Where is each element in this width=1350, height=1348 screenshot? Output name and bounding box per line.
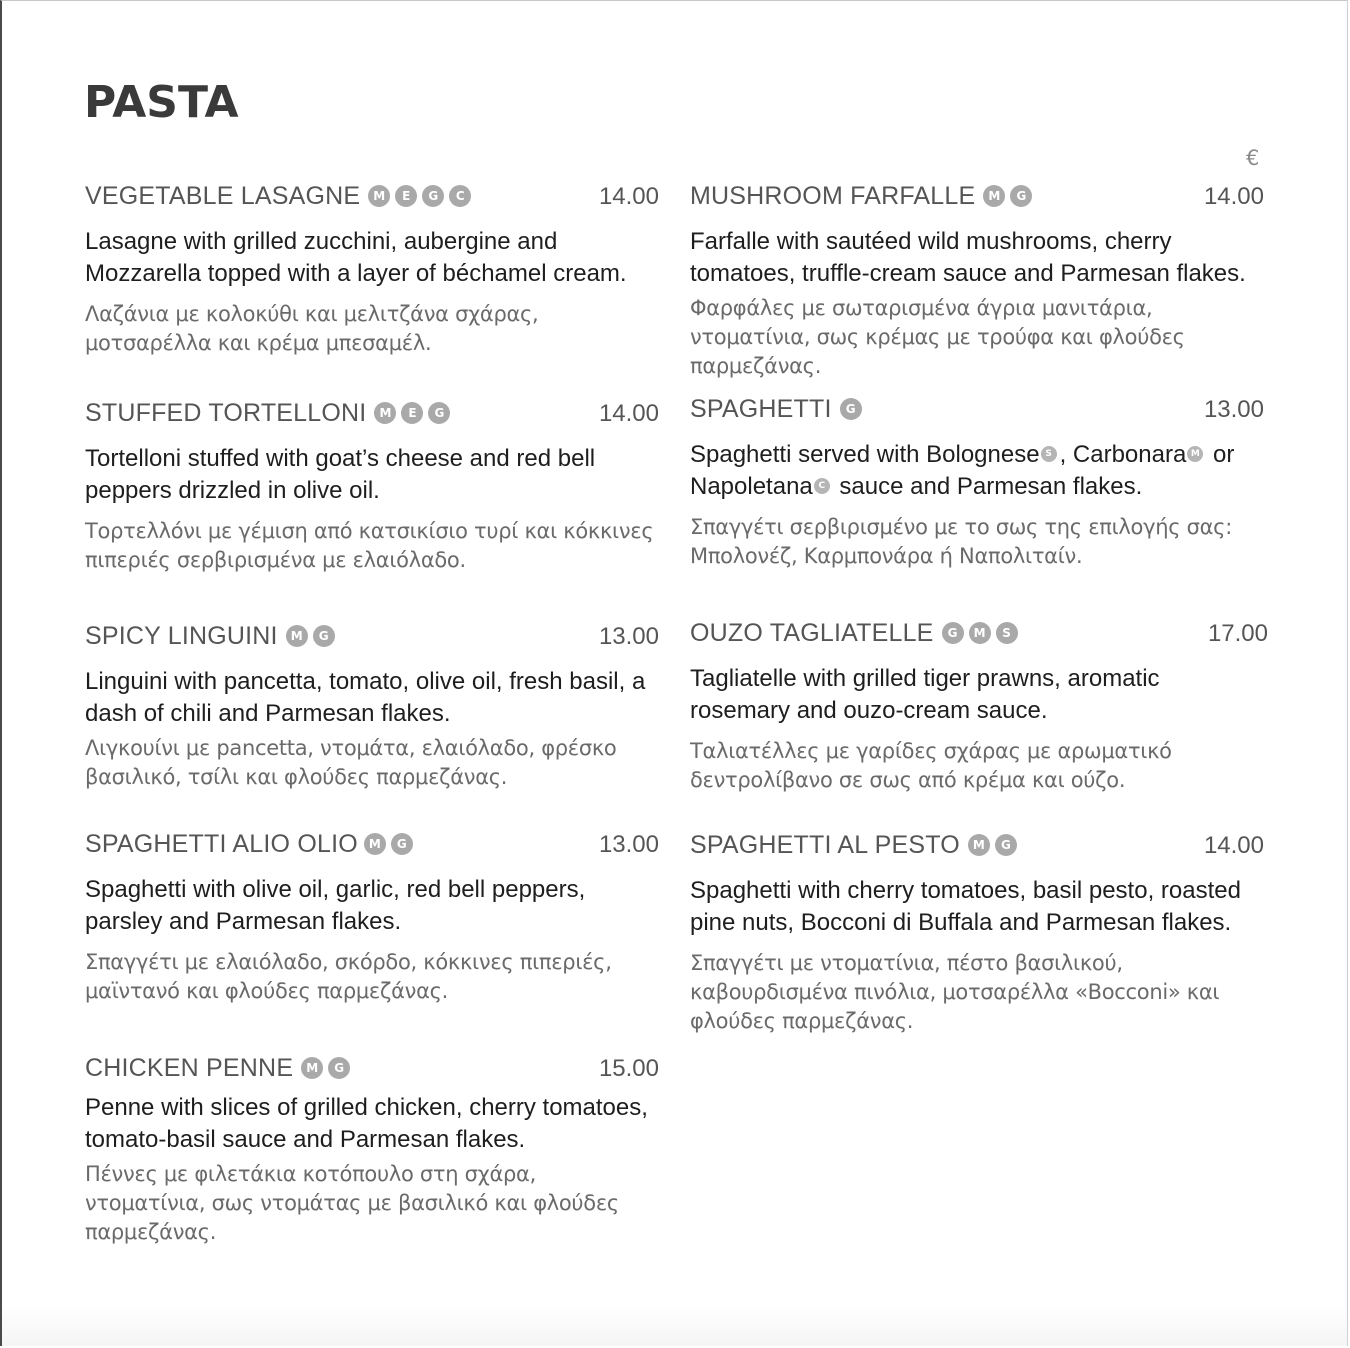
allergen-badges — [301, 1057, 355, 1079]
allergen-badge: M — [301, 1057, 323, 1079]
item-description-en: Farfalle with sautéed wild mushrooms, cherry tomatoes, truffle-cream sauce and Parmesan flakes. — [690, 228, 1246, 287]
item-name: SPAGHETTI — [690, 395, 832, 423]
allergen-badges — [374, 402, 455, 424]
item-header — [690, 182, 1264, 214]
item-description-gr: Σπαγγέτι με ντοματίνια, πέστο βασιλικού, καβουρδισμένα πινόλια, μοτσαρέλλα «Bocconi» και φλούδες παρμεζάνας. — [690, 951, 1220, 1033]
desc-text: , Carbonara — [1059, 441, 1187, 468]
item-name: VEGETABLE LASAGNE — [85, 182, 361, 210]
allergen-badge: M — [368, 185, 390, 207]
allergen-badge: M — [969, 622, 991, 644]
allergen-badge: M — [286, 625, 308, 647]
menu-item-spaghetti-alio-olio — [85, 830, 659, 1006]
allergen-badge: M — [968, 834, 990, 856]
item-description-en: Lasagne with grilled zucchini, aubergine and Mozzarella topped with a layer of béchamel cream. — [85, 228, 627, 287]
allergen-badges — [840, 398, 867, 420]
sauce-allergen-badge: C — [814, 478, 830, 494]
item-description-en: Tortelloni stuffed with goat’s cheese and red bell peppers drizzled in olive oil. — [85, 445, 596, 504]
item-name: OUZO TAGLIATELLE — [690, 619, 934, 647]
item-price: 14.00 — [598, 400, 659, 427]
item-description-en: Spaghetti with cherry tomatoes, basil pesto, roasted pine nuts, Bocconi di Buffala and Parmesan flakes. — [690, 877, 1241, 936]
item-price: 13.00 — [598, 831, 659, 858]
item-price: 14.00 — [1203, 832, 1264, 859]
menu-item-spaghetti-al-pesto — [690, 831, 1264, 1036]
allergen-badges — [364, 833, 418, 855]
allergen-badge: E — [401, 402, 423, 424]
allergen-badges — [968, 834, 1022, 856]
allergen-badge: G — [328, 1057, 350, 1079]
item-name: SPICY LINGUINI — [85, 622, 278, 650]
item-description-en: Tagliatelle with grilled tiger prawns, aromatic rosemary and ouzo-cream sauce. — [690, 665, 1160, 724]
item-header — [85, 399, 659, 431]
desc-text: or Napoletana — [690, 441, 1235, 500]
allergen-badge: G — [313, 625, 335, 647]
desc-text: sauce and Parmesan flakes. — [832, 473, 1143, 500]
allergen-badge: G — [995, 834, 1017, 856]
allergen-badges — [983, 185, 1037, 207]
item-name: STUFFED TORTELLONI — [85, 399, 367, 427]
item-name: SPAGHETTI AL PESTO — [690, 831, 960, 859]
item-description-gr: Λιγκουίνι με pancetta, ντομάτα, ελαιόλαδο, φρέσκο βασιλικό, τσίλι και φλούδες παρμεζάνας. — [85, 736, 617, 789]
item-description-en: Spaghetti with olive oil, garlic, red bell peppers, parsley and Parmesan flakes. — [85, 876, 586, 935]
item-description-gr: Πέννες με φιλετάκια κοτόπουλο στη σχάρα, ντοματίνια, σως ντομάτας με βασιλικό και φλούδες παρμεζάνας. — [85, 1162, 619, 1244]
menu-item-mushroom-farfalle — [690, 182, 1264, 381]
allergen-badge: E — [395, 185, 417, 207]
item-description-gr: Τορτελλόνι με γέμιση από κατσικίσιο τυρί και κόκκινες πιπεριές σερβιρισμένα με ελαιόλαδο. — [85, 519, 654, 572]
item-price: 15.00 — [598, 1055, 659, 1082]
item-price: 17.00 — [1207, 620, 1268, 647]
menu-item-ouzo-tagliatelle — [690, 619, 1268, 795]
allergen-badge: G — [1010, 185, 1032, 207]
item-price: 14.00 — [1203, 183, 1264, 210]
allergen-badge: M — [364, 833, 386, 855]
item-header — [690, 831, 1264, 863]
allergen-badge: G — [840, 398, 862, 420]
menu-item-stuffed-tortelloni — [85, 399, 659, 575]
item-header — [690, 395, 1264, 427]
item-header — [85, 830, 659, 862]
item-price: 13.00 — [1203, 396, 1264, 423]
item-price: 13.00 — [598, 623, 659, 650]
item-name: SPAGHETTI ALIO OLIO — [85, 830, 358, 858]
allergen-badge: M — [983, 185, 1005, 207]
item-description-gr: Σπαγγέτι σερβιρισμένο με το σως της επιλογής σας: Μπολονέζ, Καρμπονάρα ή Ναπολιταίν. — [690, 515, 1232, 568]
page-bottom-shadow — [2, 1306, 1347, 1346]
menu-item-spaghetti — [690, 395, 1264, 571]
item-description-en: Linguini with pancetta, tomato, olive oil, fresh basil, a dash of chili and Parmesan flakes. — [85, 668, 646, 727]
item-description-gr: Ταλιατέλλες με γαρίδες σχάρας με αρωματικό δεντρολίβανο σε σως από κρέμα και ούζο. — [690, 739, 1172, 792]
item-description-en: Penne with slices of grilled chicken, cherry tomatoes, tomato-basil sauce and Parmesan flakes. — [85, 1094, 648, 1153]
item-price: 14.00 — [598, 183, 659, 210]
allergen-badge: G — [942, 622, 964, 644]
item-name: CHICKEN PENNE — [85, 1054, 294, 1082]
item-description-gr: Φαρφάλες με σωταρισμένα άγρια μανιτάρια, ντοματίνια, σως κρέμας με τρούφα και φλούδες παρμεζάνας. — [690, 296, 1185, 378]
allergen-badge: C — [449, 185, 471, 207]
menu-item-spicy-linguini — [85, 622, 659, 792]
allergen-badge: G — [428, 402, 450, 424]
allergen-badge: G — [422, 185, 444, 207]
currency-symbol: € — [1246, 146, 1260, 170]
item-name: MUSHROOM FARFALLE — [690, 182, 976, 210]
item-header — [690, 619, 1268, 651]
allergen-badge: M — [374, 402, 396, 424]
menu-item-chicken-penne — [85, 1054, 659, 1247]
allergen-badge: S — [996, 622, 1018, 644]
item-header — [85, 182, 659, 214]
sauce-allergen-badge: M — [1187, 446, 1203, 462]
item-header — [85, 1054, 659, 1086]
menu-item-vegetable-lasagne — [85, 182, 659, 358]
desc-text: Spaghetti served with Bolognese — [690, 441, 1040, 468]
page-title: PASTA — [84, 77, 239, 128]
sauce-allergen-badge: S — [1041, 446, 1057, 462]
item-description-en — [690, 439, 1264, 503]
item-description-gr: Λαζάνια με κολοκύθι και μελιτζάνα σχάρας, μοτσαρέλλα και κρέμα μπεσαμέλ. — [85, 302, 539, 355]
allergen-badge: G — [391, 833, 413, 855]
allergen-badges — [368, 185, 476, 207]
item-description-gr: Σπαγγέτι με ελαιόλαδο, σκόρδο, κόκκινες πιπεριές, μαϊντανό και φλούδες παρμεζάνας. — [85, 950, 612, 1003]
item-header — [85, 622, 659, 654]
allergen-badges — [942, 622, 1023, 644]
allergen-badges — [286, 625, 340, 647]
